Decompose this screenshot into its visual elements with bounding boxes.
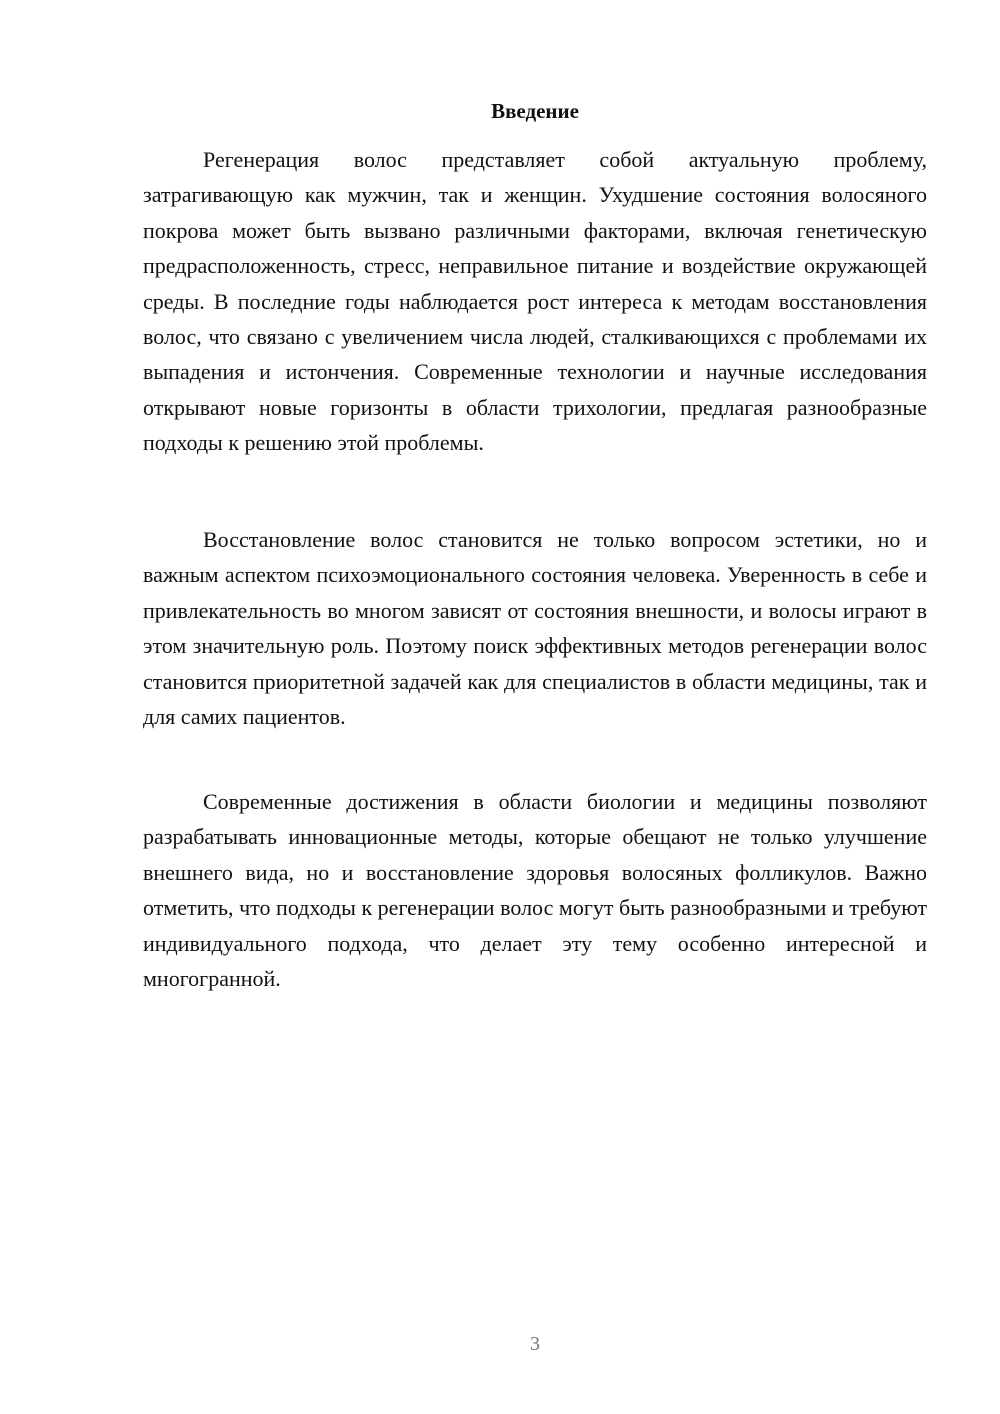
paragraph-1: Регенерация волос представляет собой актуальную проблему, затрагивающую как мужчин, так и женщин. Ухудшение состояния волосяного покрова может быть вызвано различными факторами, включая генетическую предрасположенность, стресс, неправильное питание и воздействие окружающей среды. В последние годы наблюдается рост интереса к методам восстановления волос, что связано с увеличением числа людей, сталкивающихся с проблемами их выпадения и истончения. Современные технологии и научные исследования открывают новые горизонты в области трихологии, предлагая разнообразные подходы к решению этой проблемы. bbox=[143, 147, 927, 456]
paragraph-2: Восстановление волос становится не только вопросом эстетики, но и важным аспектом психоэмоционального состояния человека. Уверенность в себе и привлекательность во многом зависят от состояния внешности, и волосы играют в этом значительную роль. Поэтому поиск эффективных методов регенерации волос становится приоритетной задачей как для специалистов в области медицины, так и для самих пациентов. bbox=[143, 527, 927, 730]
section-heading: Введение bbox=[491, 99, 579, 123]
page-number: 3 bbox=[530, 1333, 540, 1355]
paragraph-3: Современные достижения в области биологии и медицины позволяют разрабатывать инновационные методы, которые обещают не только улучшение внешнего вида, но и восстановление здоровья волосяных фолликулов. Важно отметить, что подходы к регенерации волос могут быть разнообразными и требуют индивидуального подхода, что делает эту тему особенно интересной и многогранной. bbox=[143, 789, 927, 992]
